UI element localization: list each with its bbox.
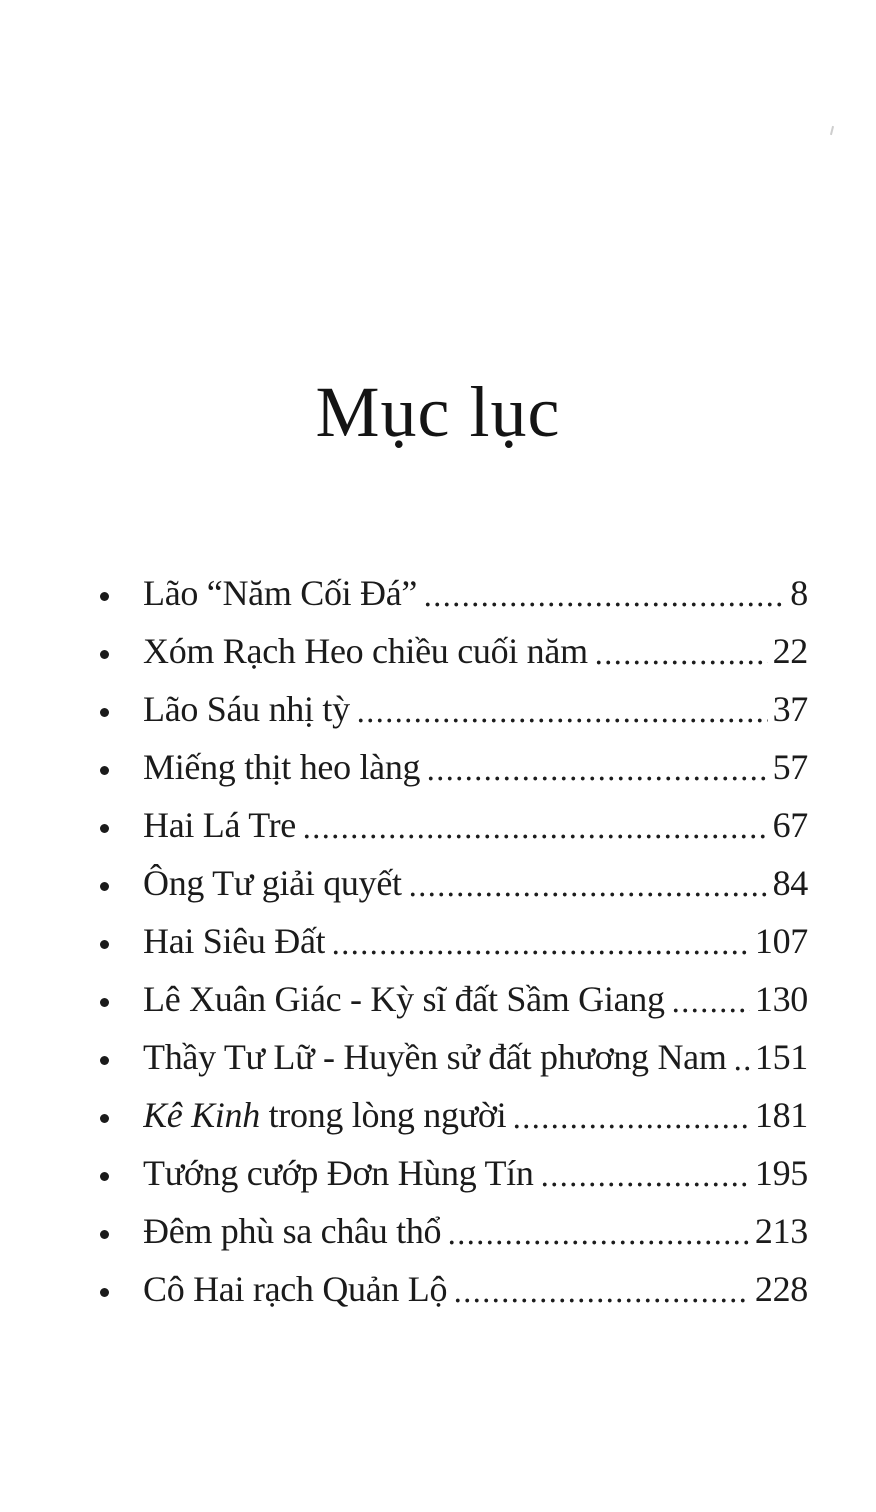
toc-entry-title — [143, 1086, 506, 1144]
page-number: 213 — [754, 1211, 808, 1251]
toc-entry-title — [143, 564, 417, 622]
toc-entry-title — [143, 1260, 447, 1318]
toc-entry-title-text: Miếng thịt heo làng — [143, 747, 421, 787]
dot-leader — [512, 1122, 750, 1131]
bullet-icon — [100, 1288, 109, 1297]
bullet-icon — [100, 1230, 109, 1239]
toc-entry — [100, 680, 808, 738]
toc-entry-title — [143, 912, 325, 970]
dot-leader — [453, 1296, 750, 1305]
toc-entry-title-text: Hai Siêu Đất — [143, 921, 326, 961]
toc-entry-title — [143, 738, 420, 796]
toc-entry-title — [143, 1144, 534, 1202]
toc-entry-title-italic: Kê Kinh — [143, 1095, 260, 1135]
dot-leader — [540, 1180, 750, 1189]
toc-entry-title-text: Ông Tư giải quyết — [143, 863, 402, 903]
toc-entry — [100, 1144, 808, 1202]
bullet-icon — [100, 998, 109, 1007]
bullet-icon — [100, 592, 109, 601]
toc-entry — [100, 738, 808, 796]
dot-leader — [408, 890, 768, 899]
toc-entry-title — [143, 970, 665, 1028]
dot-leader — [426, 774, 767, 783]
dot-leader — [594, 658, 768, 667]
toc-list — [100, 564, 808, 1318]
toc-entry — [100, 1260, 808, 1318]
toc-entry — [100, 970, 808, 1028]
dot-leader — [447, 1238, 750, 1247]
bullet-icon — [100, 1172, 109, 1181]
bullet-icon — [100, 1114, 109, 1123]
page-number: 67 — [772, 805, 808, 845]
toc-entry-title — [143, 680, 350, 738]
page-number: 84 — [772, 863, 808, 903]
toc-entry-title-text: Lê Xuân Giác - Kỳ sĩ đất Sầm Giang — [143, 979, 665, 1019]
bullet-icon — [100, 1056, 109, 1065]
toc-entry-title-text: Xóm Rạch Heo chiều cuối năm — [143, 631, 588, 671]
bullet-icon — [100, 824, 109, 833]
toc-entry-title-text: Cô Hai rạch Quản Lộ — [143, 1269, 448, 1309]
page-number: 228 — [754, 1269, 808, 1309]
page-number: 195 — [754, 1153, 808, 1193]
bullet-icon — [100, 708, 109, 717]
toc-entry-title-text: Hai Lá Tre — [143, 805, 296, 845]
bullet-icon — [100, 940, 109, 949]
bullet-icon — [100, 882, 109, 891]
page-number: 22 — [772, 631, 808, 671]
toc-entry-title-text: Thầy Tư Lữ - Huyền sử đất phương Nam — [143, 1037, 727, 1077]
page-number: 57 — [772, 747, 808, 787]
toc-entry-title — [143, 854, 402, 912]
bullet-icon — [100, 766, 109, 775]
page-number: 181 — [754, 1095, 808, 1135]
toc-entry-title — [143, 796, 296, 854]
toc-entry — [100, 796, 808, 854]
toc-entry — [100, 564, 808, 622]
toc-entry-title-text: Đêm phù sa châu thổ — [143, 1211, 442, 1251]
page-number: 151 — [754, 1037, 808, 1077]
toc-entry — [100, 622, 808, 680]
toc-entry — [100, 1086, 808, 1144]
page-number: 8 — [790, 573, 808, 613]
toc-entry-title-text: Lão “Năm Cối Đá” — [143, 573, 418, 613]
toc-entry-title-text: Tướng cướp Đơn Hùng Tín — [143, 1153, 534, 1193]
page-number: 37 — [772, 689, 808, 729]
page-number: 107 — [754, 921, 808, 961]
toc-entry-title — [143, 622, 588, 680]
toc-entry — [100, 1202, 808, 1260]
bullet-icon — [100, 650, 109, 659]
toc-entry-title — [143, 1202, 441, 1260]
dot-leader — [671, 1006, 750, 1015]
dot-leader — [331, 948, 750, 957]
toc-entry — [100, 912, 808, 970]
dot-leader — [733, 1064, 750, 1073]
dot-leader — [356, 716, 768, 725]
toc-entry — [100, 854, 808, 912]
toc-entry-title-text: trong lòng người — [259, 1095, 507, 1135]
toc-entry — [100, 1028, 808, 1086]
toc-entry-title — [143, 1028, 727, 1086]
toc-entry-title-text: Lão Sáu nhị tỳ — [143, 689, 350, 729]
page-title: Mục lục — [315, 372, 561, 452]
dot-leader — [302, 832, 768, 841]
page-number: 130 — [754, 979, 808, 1019]
dot-leader — [423, 600, 785, 609]
